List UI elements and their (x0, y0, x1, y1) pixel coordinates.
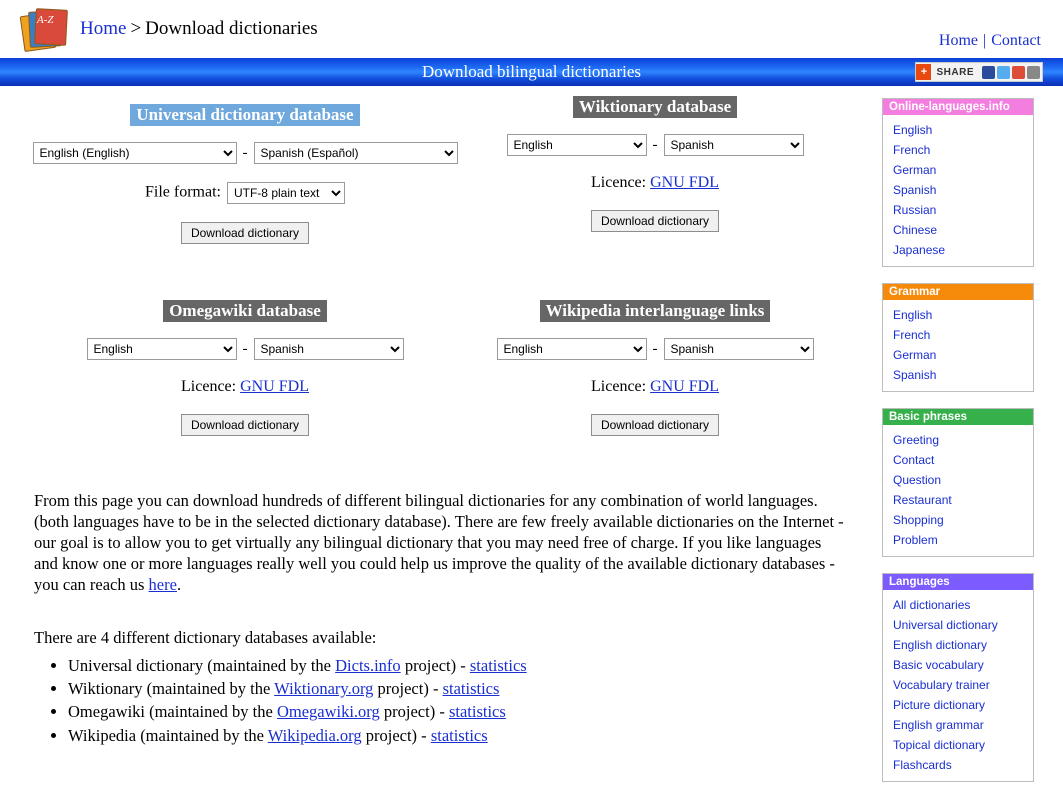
list-item (893, 675, 1033, 695)
site-logo-icon (22, 8, 66, 50)
sidebar-item-japanese[interactable]: Japanese (893, 243, 946, 257)
universal-dash: - (242, 144, 248, 161)
facebook-icon[interactable] (982, 66, 995, 79)
wikipedia-target-language-select[interactable] (664, 338, 814, 360)
wiktionary-target-language-select[interactable] (664, 134, 804, 156)
wiktionary-org-link[interactable]: Wiktionary.org (274, 678, 374, 698)
db-wiktionary-pre: Wiktionary (maintained by the (68, 678, 275, 698)
omegawiki-org-link[interactable]: Omegawiki.org (276, 702, 380, 722)
panel-wikipedia-interlanguage-links (470, 300, 840, 436)
intro-text-b: . (176, 575, 182, 595)
panel-title-wikipedia: Wikipedia interlanguage links (540, 300, 771, 322)
list-item (893, 200, 1033, 220)
omegawiki-licence-link[interactable]: GNU FDL (240, 378, 309, 395)
sidebar-english-dictionary[interactable]: English dictionary (893, 638, 988, 652)
sidebar-item-chinese[interactable]: Chinese (893, 223, 938, 237)
sidebar-basic-vocabulary[interactable]: Basic vocabulary (893, 658, 984, 672)
list-item (893, 470, 1033, 490)
list-item (893, 615, 1033, 635)
main-content (0, 86, 868, 747)
omegawiki-download-button[interactable]: Download dictionary (181, 414, 309, 436)
intro-paragraph (34, 486, 848, 596)
sidebar-phrase-problem[interactable]: Problem (893, 533, 938, 547)
list-item (893, 345, 1033, 365)
db-wiktionary-mid: project) - (373, 678, 443, 698)
sidebar-grammar-english[interactable]: English (893, 308, 933, 322)
fileformat-label: File format: (145, 183, 221, 201)
sidebar-box-basic-phrases (882, 408, 1034, 557)
sidebar-phrase-shopping[interactable]: Shopping (893, 513, 944, 527)
wikipedia-statistics-link[interactable]: statistics (430, 725, 488, 745)
wikipedia-download-button[interactable]: Download dictionary (591, 414, 719, 436)
list-item (893, 735, 1033, 755)
omegawiki-dash: - (242, 340, 248, 357)
list-item (893, 530, 1033, 550)
list-item (893, 220, 1033, 240)
omegawiki-licence-row (30, 378, 460, 396)
share-plus-icon: + (916, 64, 931, 80)
breadcrumb-separator: > (130, 18, 142, 39)
list-item (893, 180, 1033, 200)
share-widget[interactable] (915, 62, 1043, 82)
list-item (893, 635, 1033, 655)
wiktionary-source-language-select[interactable] (507, 134, 647, 156)
list-item (68, 654, 868, 677)
sidebar-grammar-german[interactable]: German (893, 348, 937, 362)
breadcrumb (80, 18, 318, 40)
sidebar-phrase-restaurant[interactable]: Restaurant (893, 493, 952, 507)
database-list (34, 654, 868, 748)
sidebar-item-english[interactable]: English (893, 123, 933, 137)
top-nav (939, 32, 1041, 50)
panel-omegawiki-database (30, 300, 460, 436)
panel-title-wiktionary: Wiktionary database (573, 96, 737, 118)
db-universal-pre: Universal dictionary (maintained by the (68, 655, 336, 675)
sidebar-item-german[interactable]: German (893, 163, 937, 177)
list-item (893, 655, 1033, 675)
body-wrapper (0, 86, 1063, 798)
sidebar-caption-online-languages: Online-languages.info (883, 99, 1033, 115)
wikipedia-org-link[interactable]: Wikipedia.org (267, 725, 362, 745)
intro-text-a: From this page you can download hundreds of different bilingual dictionaries for any combination of world languages. (both languages have to be in the selected dictionary database). There are few freely available dictionaries on the Internet - our goal is to allow you to get virtually any bilingual dictionary that you may need free of charge. If you like languages and know one or more languages really well you could help us improve the quality of the available dictionary databases - you can reach us (34, 491, 844, 595)
list-item (893, 140, 1033, 160)
dicts-info-link[interactable]: Dicts.info (335, 655, 401, 675)
universal-language-row (30, 142, 460, 164)
omegawiki-target-language-select[interactable] (254, 338, 404, 360)
sidebar-caption-basic-phrases: Basic phrases (883, 409, 1033, 425)
list-item (893, 430, 1033, 450)
sidebar-flashcards[interactable]: Flashcards (893, 758, 952, 772)
list-item (893, 695, 1033, 715)
nav-separator: | (983, 32, 987, 49)
site-header (0, 0, 1063, 58)
list-item (893, 325, 1033, 345)
sidebar-caption-languages: Languages (883, 574, 1033, 590)
list-item (893, 715, 1033, 735)
sidebar-item-spanish[interactable]: Spanish (893, 183, 937, 197)
db-omegawiki-mid: project) - (379, 702, 449, 722)
sidebar-topical-dictionary[interactable]: Topical dictionary (893, 738, 986, 752)
sidebar-grammar-french[interactable]: French (893, 328, 931, 342)
db-omegawiki-pre: Omegawiki (maintained by the (68, 702, 277, 722)
list-item (893, 365, 1033, 385)
sidebar-picture-dictionary[interactable]: Picture dictionary (893, 698, 986, 712)
google-plus-icon[interactable] (1012, 66, 1025, 79)
sidebar-box-online-languages (882, 98, 1034, 267)
panel-title-universal: Universal dictionary database (130, 104, 359, 126)
omegawiki-source-language-select[interactable] (87, 338, 237, 360)
sidebar-grammar-spanish[interactable]: Spanish (893, 368, 937, 382)
sidebar-universal-dictionary[interactable]: Universal dictionary (893, 618, 998, 632)
sidebar-item-french[interactable]: French (893, 143, 931, 157)
list-item (68, 677, 868, 700)
wikipedia-dash: - (652, 340, 658, 357)
list-item (893, 595, 1033, 615)
page-titlebar (0, 58, 1063, 86)
sidebar-phrase-greeting[interactable]: Greeting (893, 433, 940, 447)
sidebar-english-grammar[interactable]: English grammar (893, 718, 984, 732)
wikipedia-licence-row (470, 378, 840, 396)
universal-target-language-select[interactable] (254, 142, 458, 164)
wikipedia-licence-link[interactable]: GNU FDL (650, 378, 719, 395)
page-title: Download bilingual dictionaries (421, 62, 642, 81)
breadcrumb-home-link[interactable]: Home (80, 18, 127, 39)
share-label: SHARE (936, 66, 974, 78)
sidebar (868, 86, 1062, 798)
sidebar-all-dictionaries[interactable]: All dictionaries (893, 598, 971, 612)
db-wikipedia-pre: Wikipedia (maintained by the (68, 725, 268, 745)
universal-statistics-link[interactable]: statistics (469, 655, 527, 675)
list-item (893, 305, 1033, 325)
universal-fileformat-row (30, 182, 460, 204)
download-panels (0, 86, 868, 486)
list-item (68, 700, 868, 723)
list-item (893, 490, 1033, 510)
db-wikipedia-mid: project) - (361, 725, 431, 745)
wiktionary-licence-row (470, 174, 840, 192)
wiktionary-dash: - (652, 136, 658, 153)
breadcrumb-current: Download dictionaries (145, 18, 318, 39)
wikipedia-source-language-select[interactable] (497, 338, 647, 360)
sidebar-box-grammar (882, 283, 1034, 392)
wikipedia-licence-label: Licence: (591, 378, 647, 395)
sidebar-caption-grammar: Grammar (883, 284, 1033, 300)
universal-source-language-select[interactable] (33, 142, 237, 164)
wiktionary-statistics-link[interactable]: statistics (442, 678, 500, 698)
list-item (893, 755, 1033, 775)
nav-home-link[interactable]: Home (938, 32, 979, 49)
omegawiki-statistics-link[interactable]: statistics (448, 702, 506, 722)
sidebar-box-languages (882, 573, 1034, 782)
sidebar-phrase-question[interactable]: Question (893, 473, 942, 487)
databases-intro: There are 4 different dictionary databases available: (34, 627, 377, 647)
list-item (68, 724, 868, 747)
sidebar-vocabulary-trainer[interactable]: Vocabulary trainer (893, 678, 990, 692)
list-item (893, 450, 1033, 470)
list-item (893, 510, 1033, 530)
omegawiki-licence-label: Licence: (181, 378, 237, 395)
panel-wiktionary-database (470, 96, 840, 232)
panel-title-omegawiki: Omegawiki database (163, 300, 327, 322)
db-universal-mid: project) - (400, 655, 470, 675)
omegawiki-language-row (30, 338, 460, 360)
nav-contact-link[interactable]: Contact (991, 32, 1041, 49)
fileformat-select[interactable] (227, 182, 345, 204)
more-share-icon[interactable] (1027, 66, 1040, 79)
sidebar-item-russian[interactable]: Russian (893, 203, 937, 217)
list-item (893, 240, 1033, 260)
logo-text: A-Z (37, 14, 54, 26)
wiktionary-language-row (470, 134, 840, 156)
twitter-icon[interactable] (997, 66, 1010, 79)
wiktionary-download-button[interactable]: Download dictionary (591, 210, 719, 232)
sidebar-phrase-contact[interactable]: Contact (893, 453, 935, 467)
list-item (893, 160, 1033, 180)
wiktionary-licence-label: Licence: (591, 174, 647, 191)
wikipedia-language-row (470, 338, 840, 360)
list-item (893, 120, 1033, 140)
wiktionary-licence-link[interactable]: GNU FDL (650, 174, 719, 191)
contact-here-link[interactable]: here (148, 575, 177, 595)
panel-universal-dictionary (30, 104, 460, 244)
universal-download-button[interactable]: Download dictionary (181, 222, 309, 244)
